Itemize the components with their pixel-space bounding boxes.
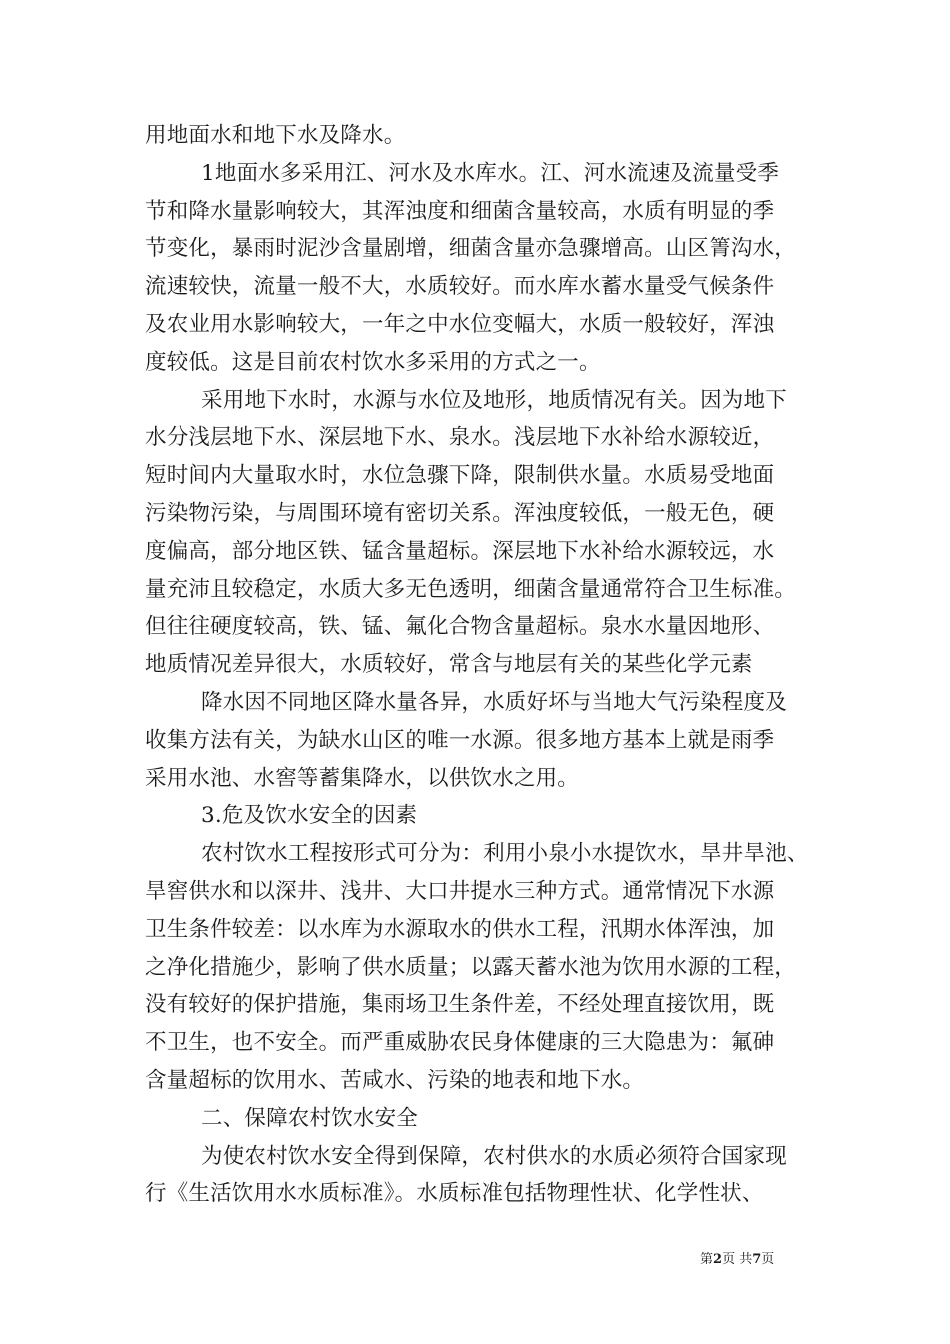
page-footer (700, 1251, 810, 1269)
text-line: 1地面水多采用江、河水及水库水。江、河水流速及流量受季 (201, 160, 780, 186)
text-line: 采用水池、水窖等蓄集降水，以供饮水之用。 (145, 765, 580, 791)
text-line: 水分浅层地下水、深层地下水、泉水。浅层地下水补给水源较近， (145, 425, 775, 451)
footer-middle: 页 共 (722, 1252, 753, 1267)
total-page-number: 7 (752, 1252, 762, 1267)
text-line: 但往往硬度较高，铁、锰、氟化合物含量超标。泉水水量因地形、 (145, 614, 775, 640)
text-line: 用地面水和地下水及降水。 (145, 123, 406, 148)
text-line: 采用地下水时，水源与水位及地形，地质情况有关。因为地下 (201, 387, 787, 413)
text-line: 收集方法有关，为缺水山区的唯一水源。很多地方基本上就是雨季 (145, 727, 775, 753)
text-line: 之净化措施少，影响了供水质量；以露天蓄水池为饮用水源的工程， (145, 954, 797, 980)
text-line: 度较低。这是目前农村饮水多采用的方式之一。 (145, 349, 601, 375)
text-line: 没有较好的保护措施，集雨场卫生条件差，不经处理直接饮用，既 (145, 992, 775, 1018)
section-heading: 3.危及饮水安全的因素 (201, 803, 418, 829)
text-line: 为使农村饮水安全得到保障，农村供水的水质必须符合国家现 (201, 1143, 787, 1169)
text-line: 量充沛且较稳定，水质大多无色透明，细菌含量通常符合卫生标准。 (145, 576, 797, 602)
text-line: 卫生条件较差：以水库为水源取水的供水工程，汛期水体浑浊，加 (145, 916, 775, 942)
text-line: 行《生活饮用水水质标准》。水质标准包括物理性状、化学性状、 (145, 1181, 764, 1207)
text-line: 短时间内大量取水时，水位急骤下降，限制供水量。水质易受地面 (145, 463, 775, 489)
body-text (145, 117, 815, 1213)
text-line: 度偏高，部分地区铁、锰含量超标。深层地下水补给水源较远，水 (145, 538, 775, 564)
current-page-number: 2 (713, 1252, 723, 1267)
footer-prefix: 第 (700, 1252, 714, 1267)
text-line: 节和降水量影响较大，其浑浊度和细菌含量较高，水质有明显的季 (145, 198, 775, 224)
text-line: 降水因不同地区降水量各异，水质好坏与当地大气污染程度及 (201, 689, 787, 715)
text-line: 含量超标的饮用水、苦咸水、污染的地表和地下水。 (145, 1067, 645, 1093)
text-line: 地质情况差异很大，水质较好，常含与地层有关的某些化学元素 (145, 652, 753, 678)
text-line: 流速较快，流量一般不大，水质较好。而水库水蓄水量受气候条件 (145, 274, 775, 300)
text-line: 及农业用水影响较大，一年之中水位变幅大，水质一般较好，浑浊 (145, 311, 775, 337)
text-line: 农村饮水工程按形式可分为：利用小泉小水提饮水，旱井旱池、 (201, 841, 809, 867)
text-line: 不卫生，也不安全。而严重威胁农民身体健康的三大隐患为：氟砷 (145, 1030, 775, 1056)
footer-suffix: 页 (761, 1252, 775, 1267)
section-heading: 二、保障农村饮水安全 (201, 1105, 419, 1131)
text-line: 旱窖供水和以深井、浅井、大口井提水三种方式。通常情况下水源 (145, 878, 775, 904)
text-line: 污染物污染，与周围环境有密切关系。浑浊度较低，一般无色，硬 (145, 500, 775, 526)
text-line: 节变化，暴雨时泥沙含量剧增，细菌含量亦急骤增高。山区箐沟水， (145, 236, 797, 262)
